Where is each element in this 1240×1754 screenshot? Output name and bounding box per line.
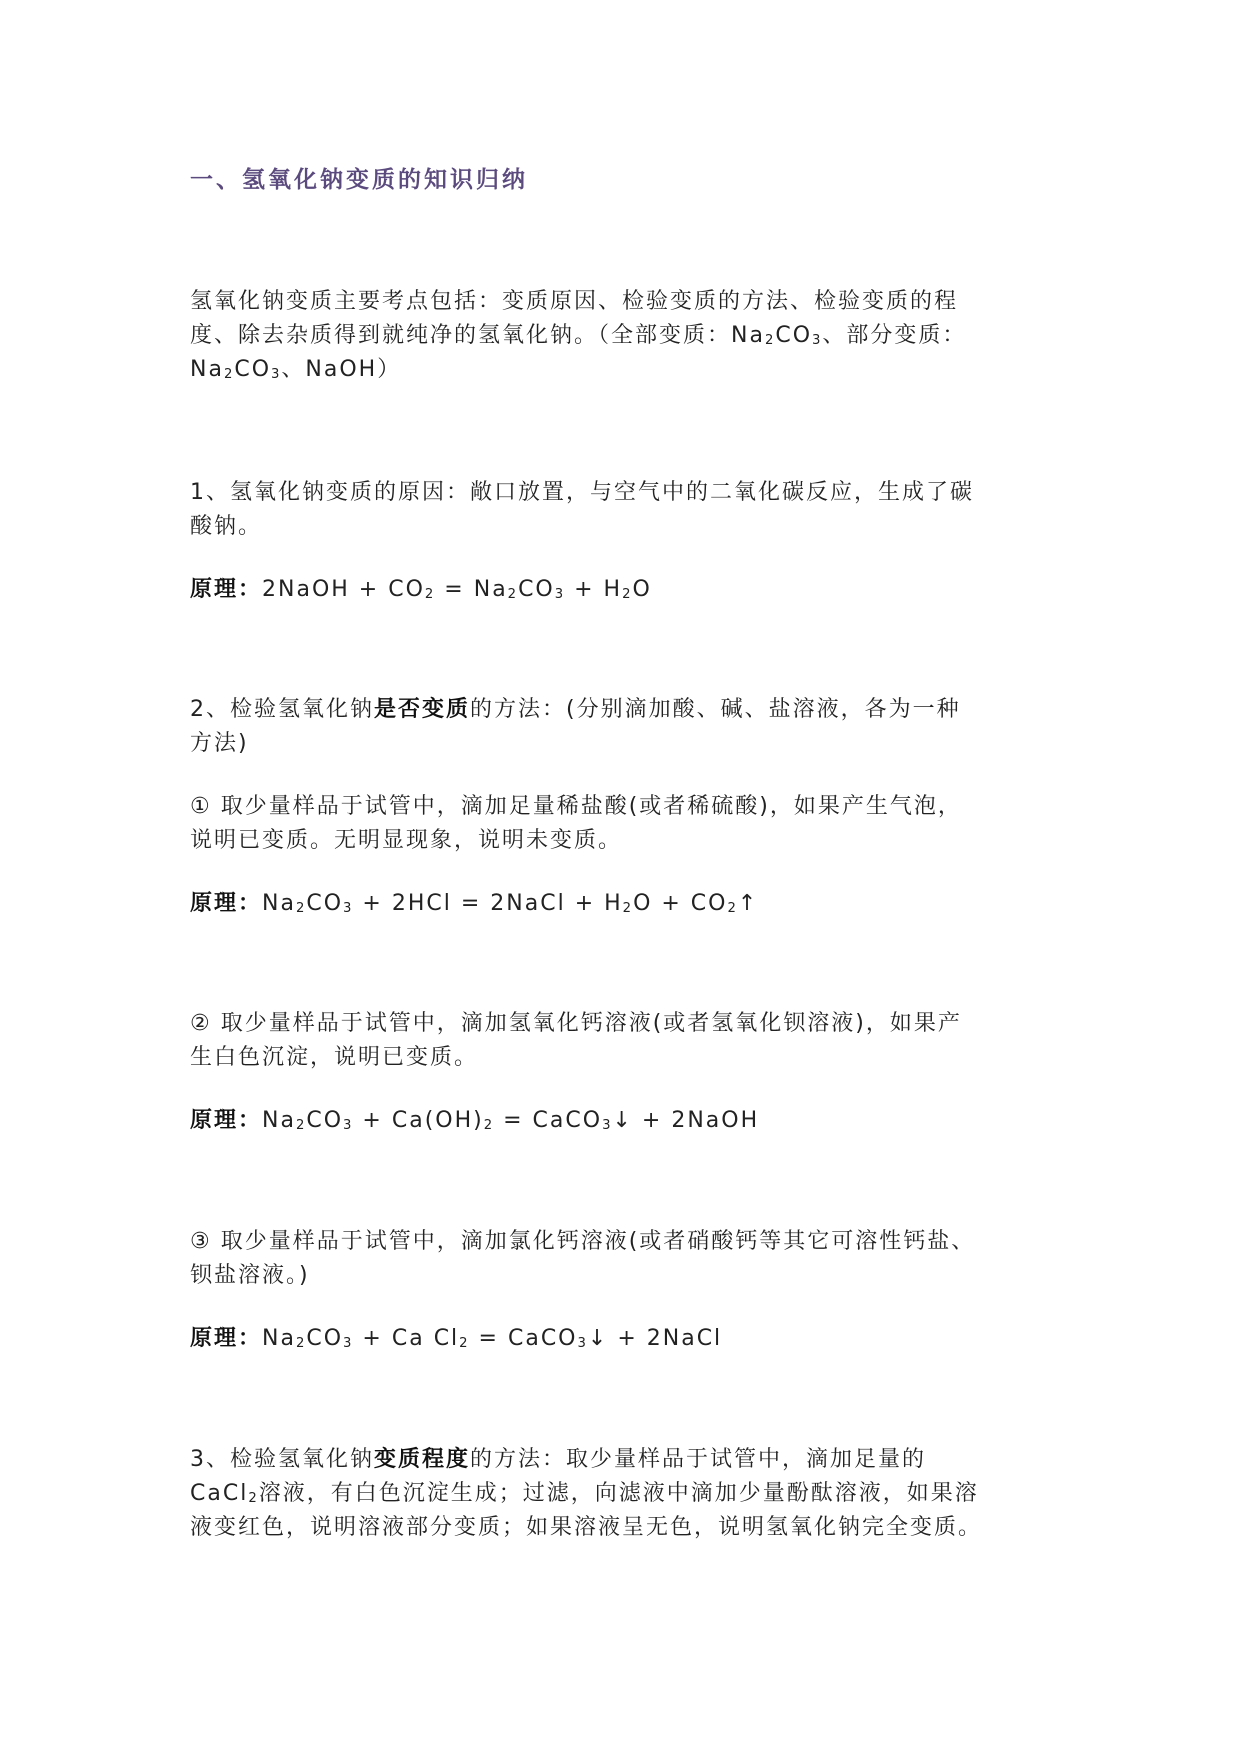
degree-text: 的方法：取少量样品于试管中，滴加足量的 [470,1447,927,1472]
method-1-paragraph [190,790,1070,858]
principle-label: 原理： [190,1326,263,1351]
method-2-paragraph [190,1007,1070,1075]
principle-equation-1 [190,573,1070,607]
test-emphasis: 是否变质 [374,697,471,722]
eq-part: + 2HCl = 2NaCl + H [353,891,623,916]
eq-part: O [632,577,652,602]
subscript: 3 [343,1118,354,1133]
eq-part: = CaCO [494,1108,603,1133]
eq-part: 2NaOH + CO [262,577,425,602]
eq-part: Na [262,1108,296,1133]
eq-part: CO [518,577,555,602]
method-3-paragraph [190,1225,1070,1293]
subscript: 2 [295,1118,307,1133]
method-3-line-1: ③ 取少量样品于试管中，滴加氯化钙溶液(或者硝酸钙等其它可溶性钙盐、 [190,1229,976,1254]
subscript: 2 [727,901,738,916]
subscript: 3 [554,587,566,602]
eq-part: CO [306,891,344,916]
subscript: 3 [602,1118,613,1133]
eq-part: = CaCO [469,1326,578,1351]
method-2-line-2: 生白色沉淀，说明已变质。 [190,1045,479,1070]
degree-paragraph [190,1443,1070,1545]
eq-part: ↑ [737,891,759,916]
degree-line-1 [190,1443,1070,1477]
intro-text: 、部分变质： [822,323,967,348]
subscript: 3 [812,333,823,348]
degree-emphasis: 变质程度 [374,1447,471,1472]
degree-text: CaCl [190,1481,249,1506]
method-3-line-2: 钡盐溶液。) [190,1263,310,1288]
intro-text: 、NaOH） [281,357,402,382]
test-text: 2、检验氢氧化钠 [190,697,374,722]
test-line-2: 方法) [190,731,249,756]
subscript: 2 [622,587,633,602]
test-text: 的方法：(分别滴加酸、碱、盐溶液，各为一种 [470,697,961,722]
method-1-line-1: ① 取少量样品于试管中，滴加足量稀盐酸(或者稀硫酸)，如果产生气泡， [190,794,962,819]
principle-equation-3 [190,1104,1070,1138]
principle-label: 原理： [190,577,263,602]
degree-line-3: 液变红色，说明溶液部分变质；如果溶液呈无色，说明氢氧化钠完全变质。 [190,1515,983,1540]
method-1-line-2: 说明已变质。无明显现象，说明未变质。 [190,828,623,853]
intro-text: CO [775,323,813,348]
subscript: 2 [424,587,436,602]
subscript: 2 [459,1336,470,1351]
subscript: 2 [295,1336,307,1351]
cause-line-1: 1、氢氧化钠变质的原因：敞口放置，与空气中的二氧化碳反应，生成了碳 [190,480,974,505]
test-line-1 [190,693,1070,727]
principle-label: 原理： [190,891,263,916]
eq-part: Na [262,1326,296,1351]
subscript: 3 [343,901,354,916]
subscript: 2 [483,1118,495,1133]
intro-line-1: 氢氧化钠变质主要考点包括：变质原因、检验变质的方法、检验变质的程 [190,289,959,314]
eq-part: + Ca Cl [353,1326,460,1351]
intro-paragraph [190,285,1070,387]
eq-part: = Na [435,577,508,602]
subscript: 2 [248,1491,259,1506]
degree-text: 3、检验氢氧化钠 [190,1447,374,1472]
principle-label: 原理： [190,1108,263,1133]
eq-part: + Ca(OH) [353,1108,484,1133]
principle-equation-2 [190,887,1070,921]
eq-part: O + CO [633,891,728,916]
section-title: 一、氢氧化钠变质的知识归纳 [190,167,528,193]
intro-line-2 [190,319,1070,353]
eq-part: ↓ + 2NaCl [587,1326,723,1351]
intro-line-3 [190,353,1070,387]
eq-part: CO [306,1326,344,1351]
intro-text: Na [190,357,224,382]
cause-line-2: 酸钠。 [190,514,263,539]
eq-part: ↓ + 2NaOH [612,1108,760,1133]
subscript: 2 [295,901,307,916]
test-heading-paragraph [190,693,1070,761]
intro-text: CO [234,357,272,382]
subscript: 2 [622,901,634,916]
cause-paragraph [190,476,1070,544]
eq-part: Na [262,891,296,916]
subscript: 2 [507,587,519,602]
intro-text: 度、除去杂质得到就纯净的氢氧化钠。（全部变质：Na [190,323,765,348]
degree-text: 溶液，有白色沉淀生成；过滤，向滤液中滴加少量酚酞溶液，如果溶 [258,1481,979,1506]
principle-equation-4 [190,1322,1070,1356]
subscript: 3 [271,367,282,382]
subscript: 3 [343,1336,354,1351]
subscript: 2 [223,367,235,382]
eq-part: + H [565,577,623,602]
eq-part: CO [306,1108,344,1133]
subscript: 3 [577,1336,588,1351]
degree-line-2 [190,1477,1070,1511]
subscript: 2 [764,333,776,348]
method-2-line-1: ② 取少量样品于试管中，滴加氢氧化钙溶液(或者氢氧化钡溶液)，如果产 [190,1011,962,1036]
